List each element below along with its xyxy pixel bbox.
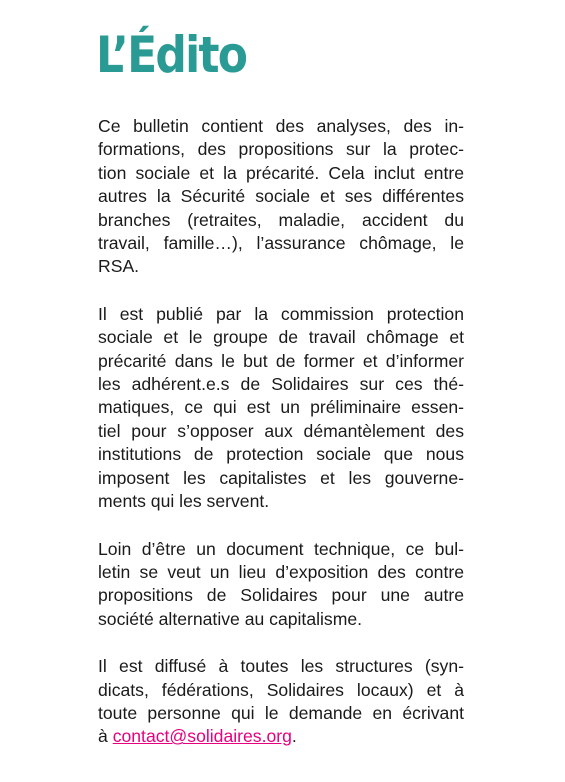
text-line: sociale et le groupe de travail chômage et xyxy=(98,327,464,348)
text-line: imposent les capitalistes et les gouverne- xyxy=(98,467,464,488)
paragraph-2 xyxy=(98,303,464,514)
contact-email-link[interactable]: contact@solidaires.org xyxy=(112,726,292,747)
text-line: tion sociale et la précarité. Cela inclut entre xyxy=(98,162,464,183)
text-line: Loin d’être un document technique, ce bul- xyxy=(98,538,464,559)
text-line: société alternative au capitalisme. xyxy=(98,608,363,629)
text-line: les adhérent.e.s de Solidaires sur ces thé- xyxy=(98,374,464,395)
text-line: Il est publié par la commission protection xyxy=(98,303,464,324)
contact-suffix: . xyxy=(291,726,297,747)
text-line: RSA. xyxy=(98,256,140,277)
text-line: letin se veut un lieu d’exposition des contre xyxy=(98,561,464,582)
text-line: ments qui les servent. xyxy=(98,491,270,512)
text-line: précarité dans le but de former et d’informer xyxy=(98,350,464,371)
text-line: toute personne qui le demande en écrivant xyxy=(98,702,464,723)
contact-prefix: à xyxy=(98,726,113,747)
page-title: L’Édito xyxy=(96,26,247,84)
paragraph-3 xyxy=(98,538,464,632)
text-line: branches (retraites, maladie, accident du xyxy=(98,209,464,230)
text-line: travail, famille…), l’assurance chômage, le xyxy=(98,233,464,254)
paragraph-4 xyxy=(98,655,464,749)
editorial-body xyxy=(98,115,464,773)
text-line: institutions de protection sociale que nous xyxy=(98,444,464,465)
paragraph-1 xyxy=(98,115,464,279)
contact-line xyxy=(98,725,464,748)
text-line: propositions de Solidaires pour une autre xyxy=(98,585,464,606)
text-line: dicats, fédérations, Solidaires locaux) et à xyxy=(98,679,464,700)
text-line: matiques, ce qui est un préliminaire essen- xyxy=(98,397,464,418)
text-line: Il est diffusé à toutes les structures (syn- xyxy=(98,656,464,677)
text-line: tiel pour s’opposer aux démantèlement des xyxy=(98,420,464,441)
text-line: formations, des propositions sur la protec- xyxy=(98,139,464,160)
text-line: autres la Sécurité sociale et ses différentes xyxy=(98,186,464,207)
text-line: Ce bulletin contient des analyses, des in- xyxy=(98,116,464,136)
